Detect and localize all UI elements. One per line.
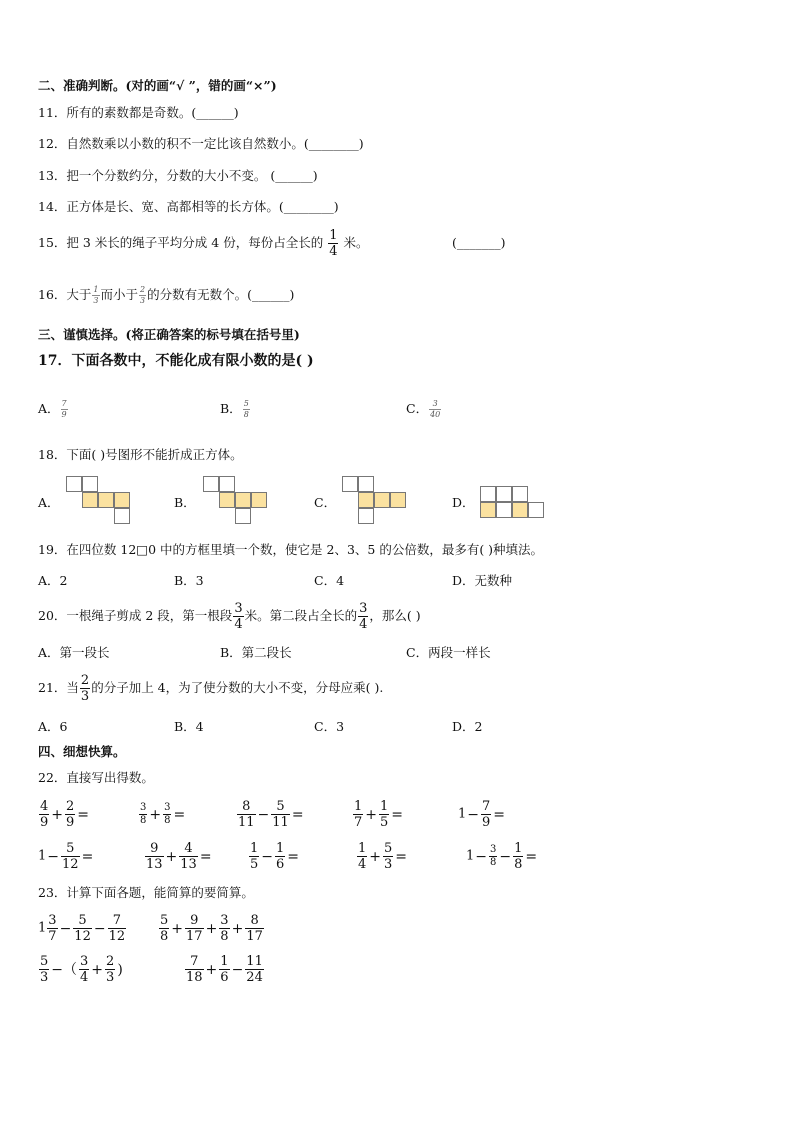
calc-22-8: $\frac{1}{5}$ − $\frac{1}{6}$ = (250, 841, 300, 872)
option-20a: A．第一段长 (38, 645, 110, 660)
option-17a: A． $\frac{7}{9}$ (38, 399, 67, 419)
option-21b: B．4 (174, 719, 204, 734)
question-22: 22．直接写出得数。 (38, 770, 154, 785)
option-19a: A．2 (38, 573, 68, 588)
option-18d-label: D． (452, 495, 475, 510)
calc-23-1: 1 $\frac{3}{7}$ − $\frac{5}{12}$ − $\frac{7}{12}$ (38, 913, 126, 944)
option-21a: A．6 (38, 719, 68, 734)
question-11: 11．所有的素数都是奇数。(______) (38, 105, 239, 120)
section-4-title: 四、细想快算。 (38, 744, 126, 759)
option-17b: B． $\frac{5}{8}$ (220, 399, 249, 419)
question-19: 19．在四位数 12□0 中的方框里填一个数，使它是 2、3、5 的公倍数，最多有( )种填法。 (38, 542, 544, 557)
fraction-2-3: $\frac{2}{3}$ (140, 285, 146, 305)
option-19b: B．3 (174, 573, 204, 588)
calc-22-6: 1− $\frac{5}{12}$ = (38, 841, 94, 872)
option-19c: C．4 (314, 573, 345, 588)
question-17: 17．下面各数中，不能化成有限小数的是( ) (38, 353, 314, 369)
calc-22-2: $\frac{3}{8}$ + $\frac{3}{8}$ = (140, 802, 186, 826)
question-21: 21．当 $\frac{2}{3}$ 的分子加上 4，为了使分数的大小不变，分母应乘( ). (38, 673, 384, 704)
section-3-title: 三、谨慎选择。(将正确答案的标号填在括号里) (38, 327, 300, 342)
question-16: 16．大于 $\frac{1}{3}$ 而小于 $\frac{2}{3}$ 的分数有无数个。(______) (38, 285, 295, 305)
fraction-1-4: $\frac{1}{4}$ (329, 228, 338, 259)
calc-22-9: $\frac{1}{4}$ + $\frac{5}{3}$ = (358, 841, 408, 872)
calc-23-4: $\frac{7}{18}$ + $\frac{1}{6}$ − $\frac{11}{24}$ (186, 954, 263, 985)
calc-23-2: $\frac{5}{8}$ + $\frac{9}{17}$ + $\frac{3}{8}$ + $\frac{8}{17}$ (160, 913, 263, 944)
calc-23-3: $\frac{5}{3}$ −（ $\frac{3}{4}$ + $\frac{2}{3}$ ) (40, 954, 123, 985)
option-20b: B．第二段长 (220, 645, 292, 660)
section-2-title: 二、准确判断。(对的画“√ ”，错的画“×”) (38, 78, 277, 93)
option-18a-label: A． (38, 495, 60, 510)
question-14: 14．正方体是长、宽、高都相等的长方体。(________) (38, 199, 339, 214)
question-20: 20．一根绳子剪成 2 段，第一根段 $\frac{3}{4}$ 米。第二段占全长的 $\frac{3}{4}$ ，那么( ) (38, 601, 421, 632)
question-12: 12．自然数乘以小数的积不一定比该自然数小。(________) (38, 136, 364, 151)
option-18b-label: B． (174, 495, 196, 510)
question-15: 15．把 3 米长的绳子平均分成 4 份，每份占全长的 $\frac{1}{4}$ 米。 (38, 228, 369, 259)
option-17c: C． $\frac{3}{40}$ (406, 399, 441, 419)
calc-22-5: 1− $\frac{7}{9}$ = (458, 799, 506, 830)
option-21c: C．3 (314, 719, 345, 734)
calc-22-7: $\frac{9}{13}$ + $\frac{4}{13}$ = (146, 841, 212, 872)
question-15-blank: (_______) (452, 235, 506, 250)
calc-22-10: 1− $\frac{3}{8}$ − $\frac{1}{8}$ = (466, 841, 538, 872)
option-21d: D．2 (452, 719, 483, 734)
question-23: 23．计算下面各题，能简算的要简算。 (38, 885, 254, 900)
fraction-1-3: $\frac{1}{3}$ (93, 285, 99, 305)
option-19d: D．无数种 (452, 573, 513, 588)
calc-22-3: $\frac{8}{11}$ − $\frac{5}{11}$ = (238, 799, 304, 830)
option-18c-label: C． (314, 495, 337, 510)
calc-22-4: $\frac{1}{7}$ + $\frac{1}{5}$ = (354, 799, 404, 830)
calc-22-1: $\frac{4}{9}$ + $\frac{2}{9}$ = (40, 799, 90, 830)
question-18: 18．下面( )号图形不能折成正方体。 (38, 447, 243, 462)
question-13: 13．把一个分数约分，分数的大小不变。 (______) (38, 168, 318, 183)
option-20c: C．两段一样长 (406, 645, 491, 660)
